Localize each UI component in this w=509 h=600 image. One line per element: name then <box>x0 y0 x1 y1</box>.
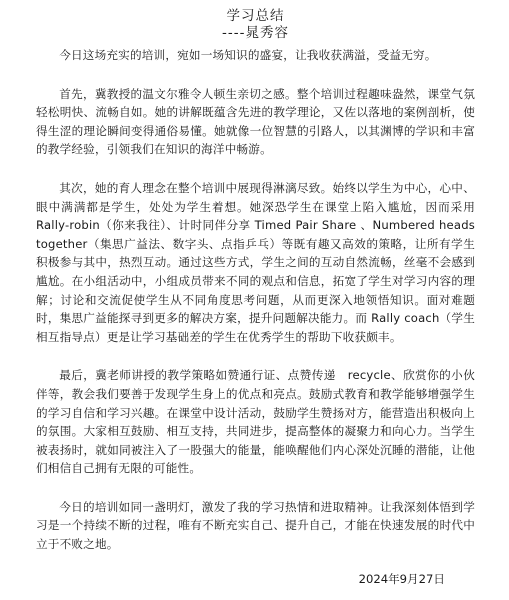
paragraph-first: 首先，冀教授的温文尔雅令人顿生亲切之感。整个培训过程趣味盎然，课堂气氛轻松明快、流畅自如。她的讲解既蕴含先进的教学理论，又佐以落地的案例剖析，使得生涩的理论瞬间变得通俗易懂。她就像一位智慧的引路人，以其渊博的学识和丰富的教学经验，引领我们在知识的海洋中畅游。 <box>36 86 475 157</box>
paragraph-intro: 今日这场充实的培训，宛如一场知识的盛宴，让我收获满溢，受益无穷。 <box>59 48 437 62</box>
document-date: 2024年9月27日 <box>358 571 445 586</box>
document-title: 学习总结 <box>226 8 285 24</box>
paragraph-spacer <box>36 65 475 85</box>
paragraph-third: 最后，冀老师讲授的教学策略如赞通行证、点赞传递 recycle、欣赏你的小伙伴等，教会我们要善于发现学生身上的优点和亮点。鼓励式教育和教学能够增强学生的学习自信和学习兴趣。在课堂中设计活动，鼓励学生赞扬对方，能营造出积极向上的氛围。大家相互鼓励、相互支持，共同进步，提高整体的凝聚力和向心力。当学生被表扬时，就如同被注入了一股强大的能量，能唤醒他们内心深处沉睡的潜能，让他们相信自己拥有无限的可能性。 <box>36 368 475 476</box>
paragraph-spacer <box>36 159 475 179</box>
paragraph-spacer <box>36 346 475 366</box>
paragraph-second: 其次，她的育人理念在整个培训中展现得淋漓尽致。始终以学生为中心，心中、眼中满满都是学生，处处为学生着想。她深恐学生在课堂上陷入尴尬，因而采用 Rally-robin（你来我往）、计时同伴分享 Timed Pair Share 、Numbered heads together（集思广益法、数字头、点指乒乓）等既有趣又高效的策略，让所有学生积极参与其中，热烈互动。通过这些方式，学生之间的互动自然流畅，丝毫不会感到尴尬。在小组活动中，小组成员带来不同的观点和信息，拓宽了学生对学习内容的理解；讨论和交流促使学生从不同角度思考问题，从而更深入地领悟知识。面对难题时，集思广益能探寻到更多的解决方案，提升问题解决能力。而 Rally coach（学生相互指导点）更是让学习基础差的学生在优秀学生的帮助下收获颇丰。 <box>36 180 475 344</box>
paragraph-conclusion: 今日的培训如同一盏明灯，激发了我的学习热情和进取精神。让我深刻体悟到学习是一个持续不断的过程，唯有不断充实自己、提升自己，才能在快速发展的时代中立于不败之地。 <box>36 499 475 552</box>
paragraph-spacer <box>36 478 475 498</box>
document-author: ----晁秀容 <box>222 25 289 41</box>
date-spacer <box>36 554 475 570</box>
